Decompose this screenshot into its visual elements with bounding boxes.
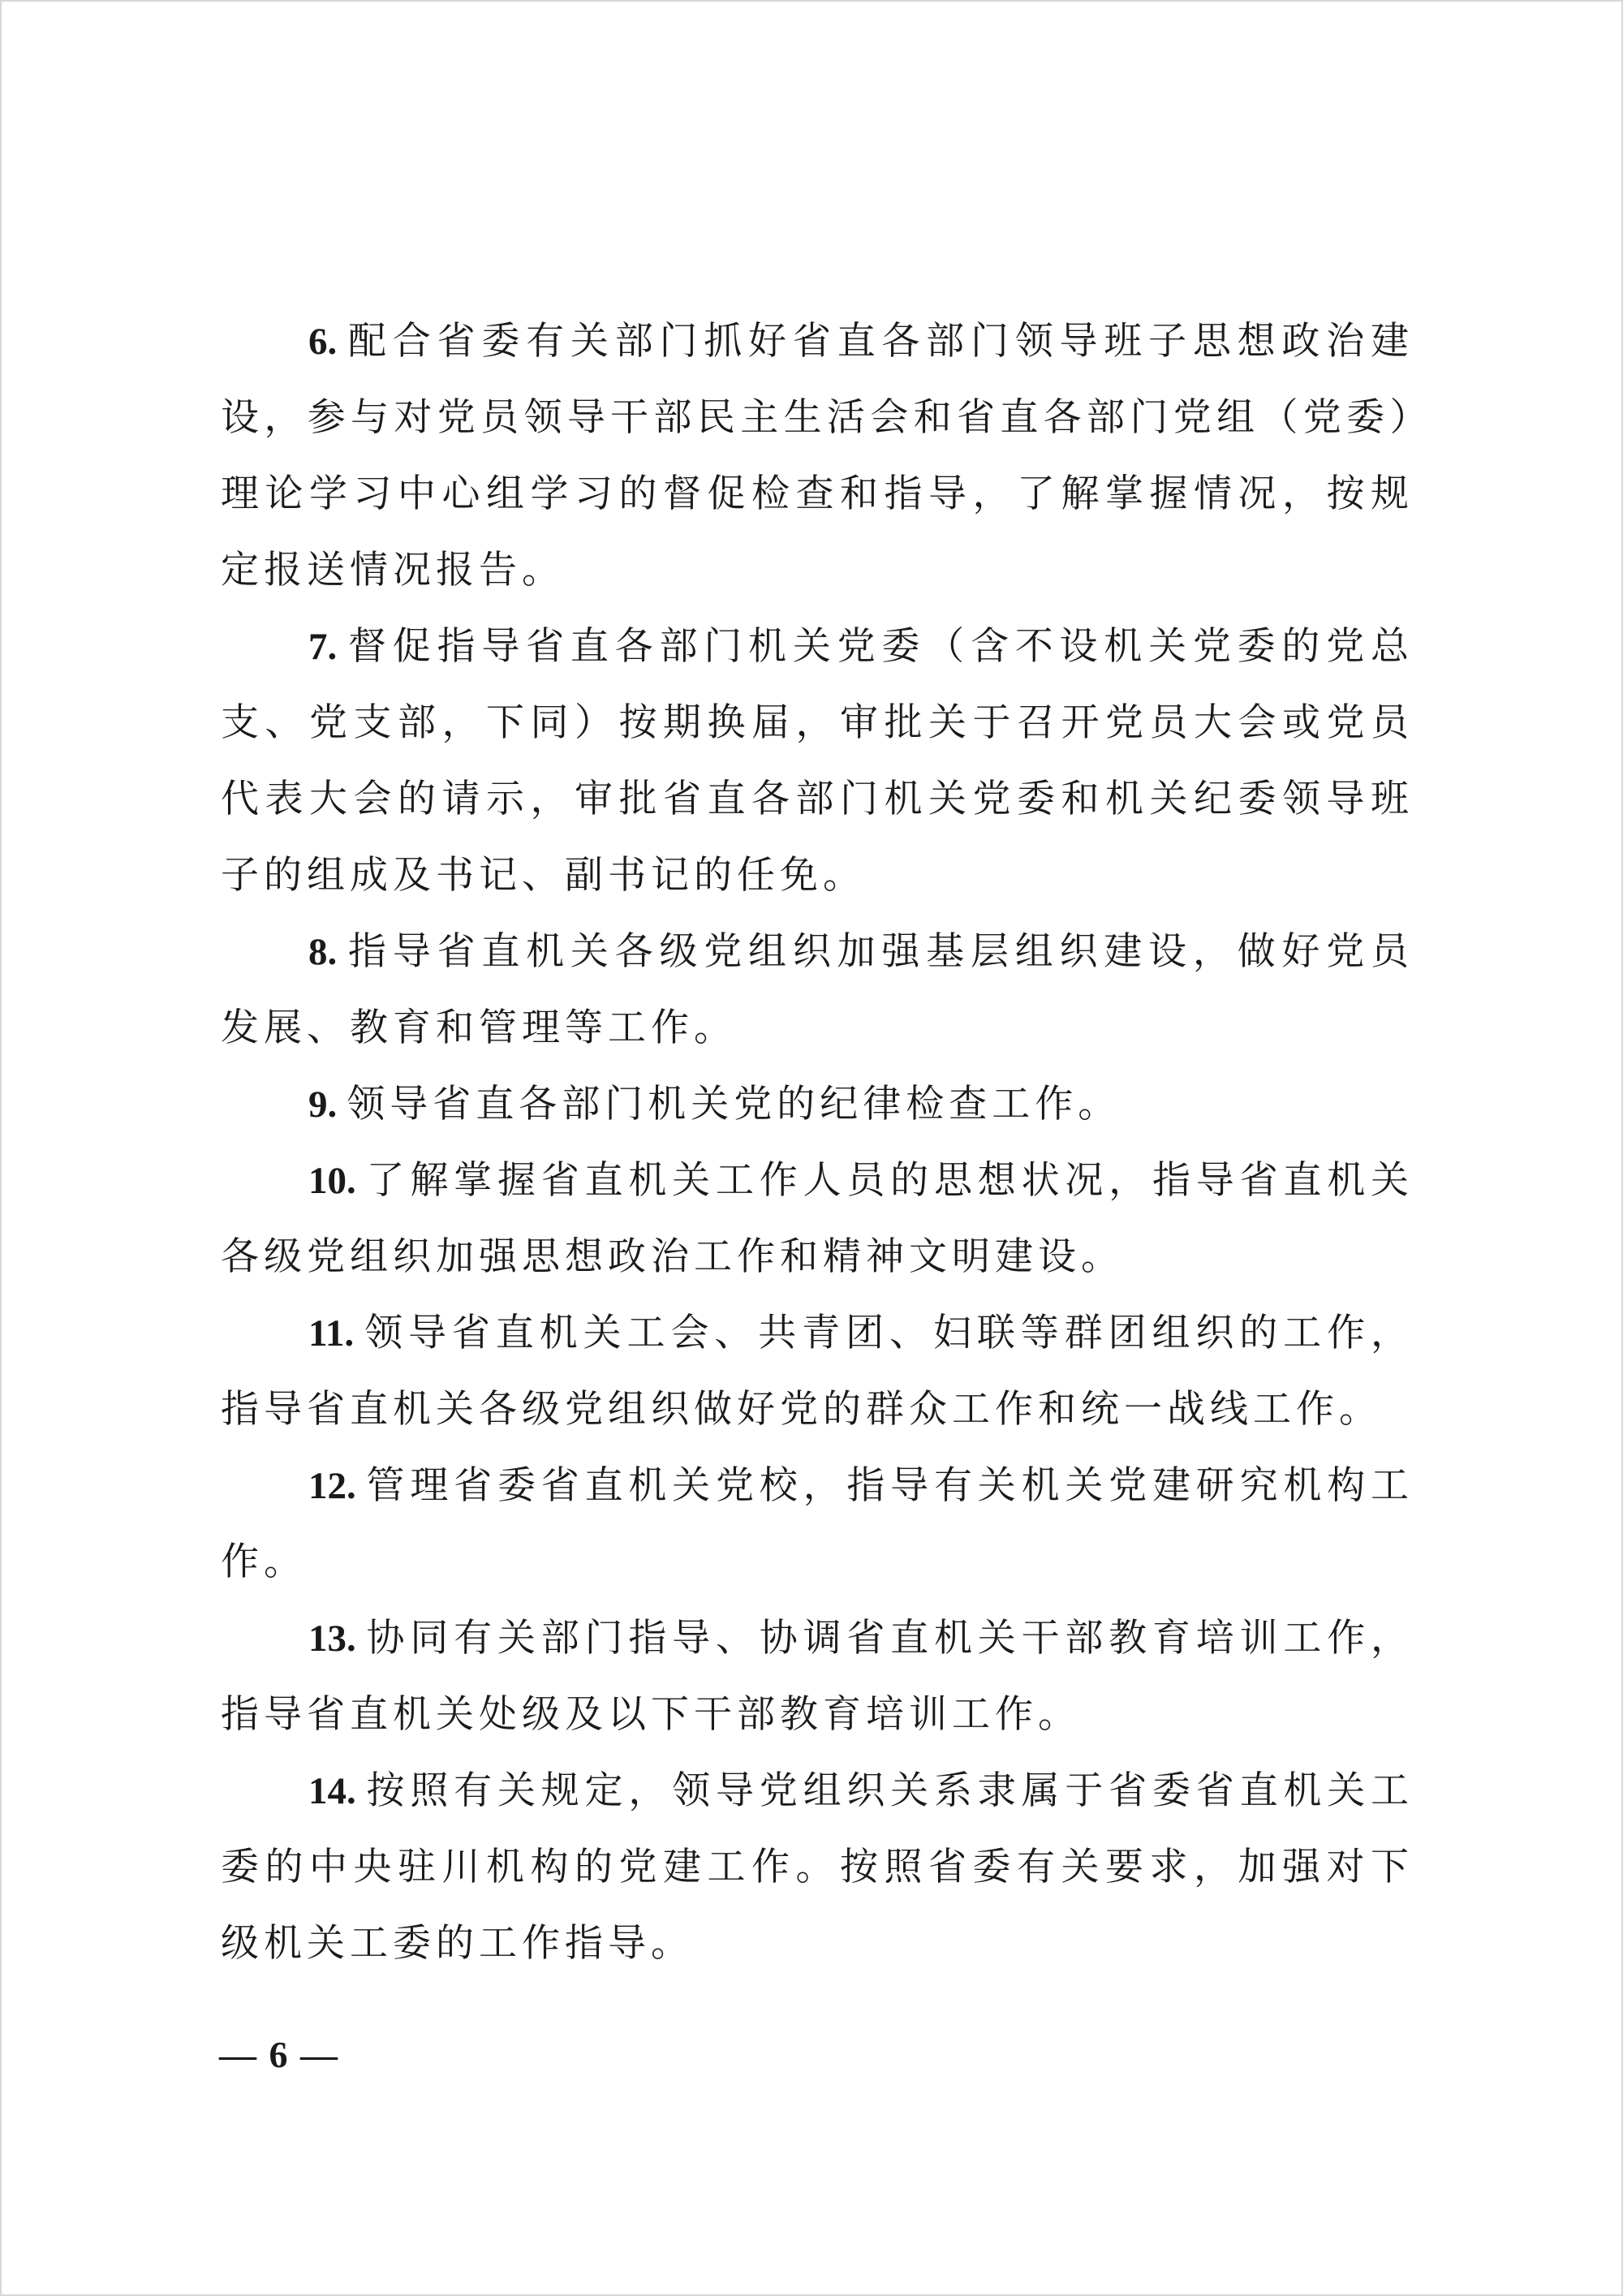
paragraph-12	[221, 1448, 1414, 1600]
item-number: 12.	[308, 1465, 356, 1507]
paragraph-7	[221, 609, 1414, 914]
paragraph-text: 配合省委有关部门抓好省直各部门领导班子思想政治建设，参与对党员领导干部民主生活会和省直各部门党组（党委）理论学习中心组学习的督促检查和指导，了解掌握情况，按规定报送情况报告。	[221, 319, 1414, 592]
item-number: 8.	[308, 931, 338, 973]
item-number: 14.	[308, 1770, 356, 1812]
paragraph-text: 管理省委省直机关党校，指导有关机关党建研究机构工作。	[221, 1463, 1414, 1584]
paragraph-text: 领导省直各部门机关党的纪律检查工作。	[347, 1082, 1121, 1126]
item-number: 9.	[308, 1083, 338, 1126]
paragraph-11	[221, 1295, 1414, 1448]
page-number: — 6 —	[219, 2034, 339, 2075]
paragraph-8	[221, 914, 1414, 1066]
paragraph-9	[221, 1066, 1414, 1143]
paragraph-text: 按照有关规定，领导党组织关系隶属于省委省直机关工委的中央驻川机构的党建工作。按照省委有关要求，加强对下级机关工委的工作指导。	[221, 1768, 1414, 1966]
item-number: 13.	[308, 1618, 356, 1660]
paragraph-text: 领导省直机关工会、共青团、妇联等群团组织的工作，指导省直机关各级党组织做好党的群众工作和统一战线工作。	[221, 1311, 1414, 1432]
paragraph-text: 指导省直机关各级党组织加强基层组织建设，做好党员发展、教育和管理等工作。	[221, 929, 1414, 1050]
body-text	[221, 304, 1414, 1982]
item-number: 7.	[308, 626, 338, 668]
item-number: 6.	[308, 321, 338, 363]
paragraph-13	[221, 1600, 1414, 1753]
paragraph-text: 协同有关部门指导、协调省直机关干部教育培训工作，指导省直机关处级及以下干部教育培训工作。	[221, 1616, 1414, 1737]
item-number: 10.	[308, 1160, 356, 1202]
paragraph-text: 督促指导省直各部门机关党委（含不设机关党委的党总支、党支部，下同）按期换届，审批关于召开党员大会或党员代表大会的请示，审批省直各部门机关党委和机关纪委领导班子的组成及书记、副书记的任免。	[221, 624, 1414, 898]
paragraph-14	[221, 1753, 1414, 1982]
paragraph-text: 了解掌握省直机关工作人员的思想状况，指导省直机关各级党组织加强思想政治工作和精神文明建设。	[221, 1158, 1414, 1279]
paragraph-6	[221, 304, 1414, 609]
paragraph-10	[221, 1143, 1414, 1295]
item-number: 11.	[308, 1312, 355, 1355]
